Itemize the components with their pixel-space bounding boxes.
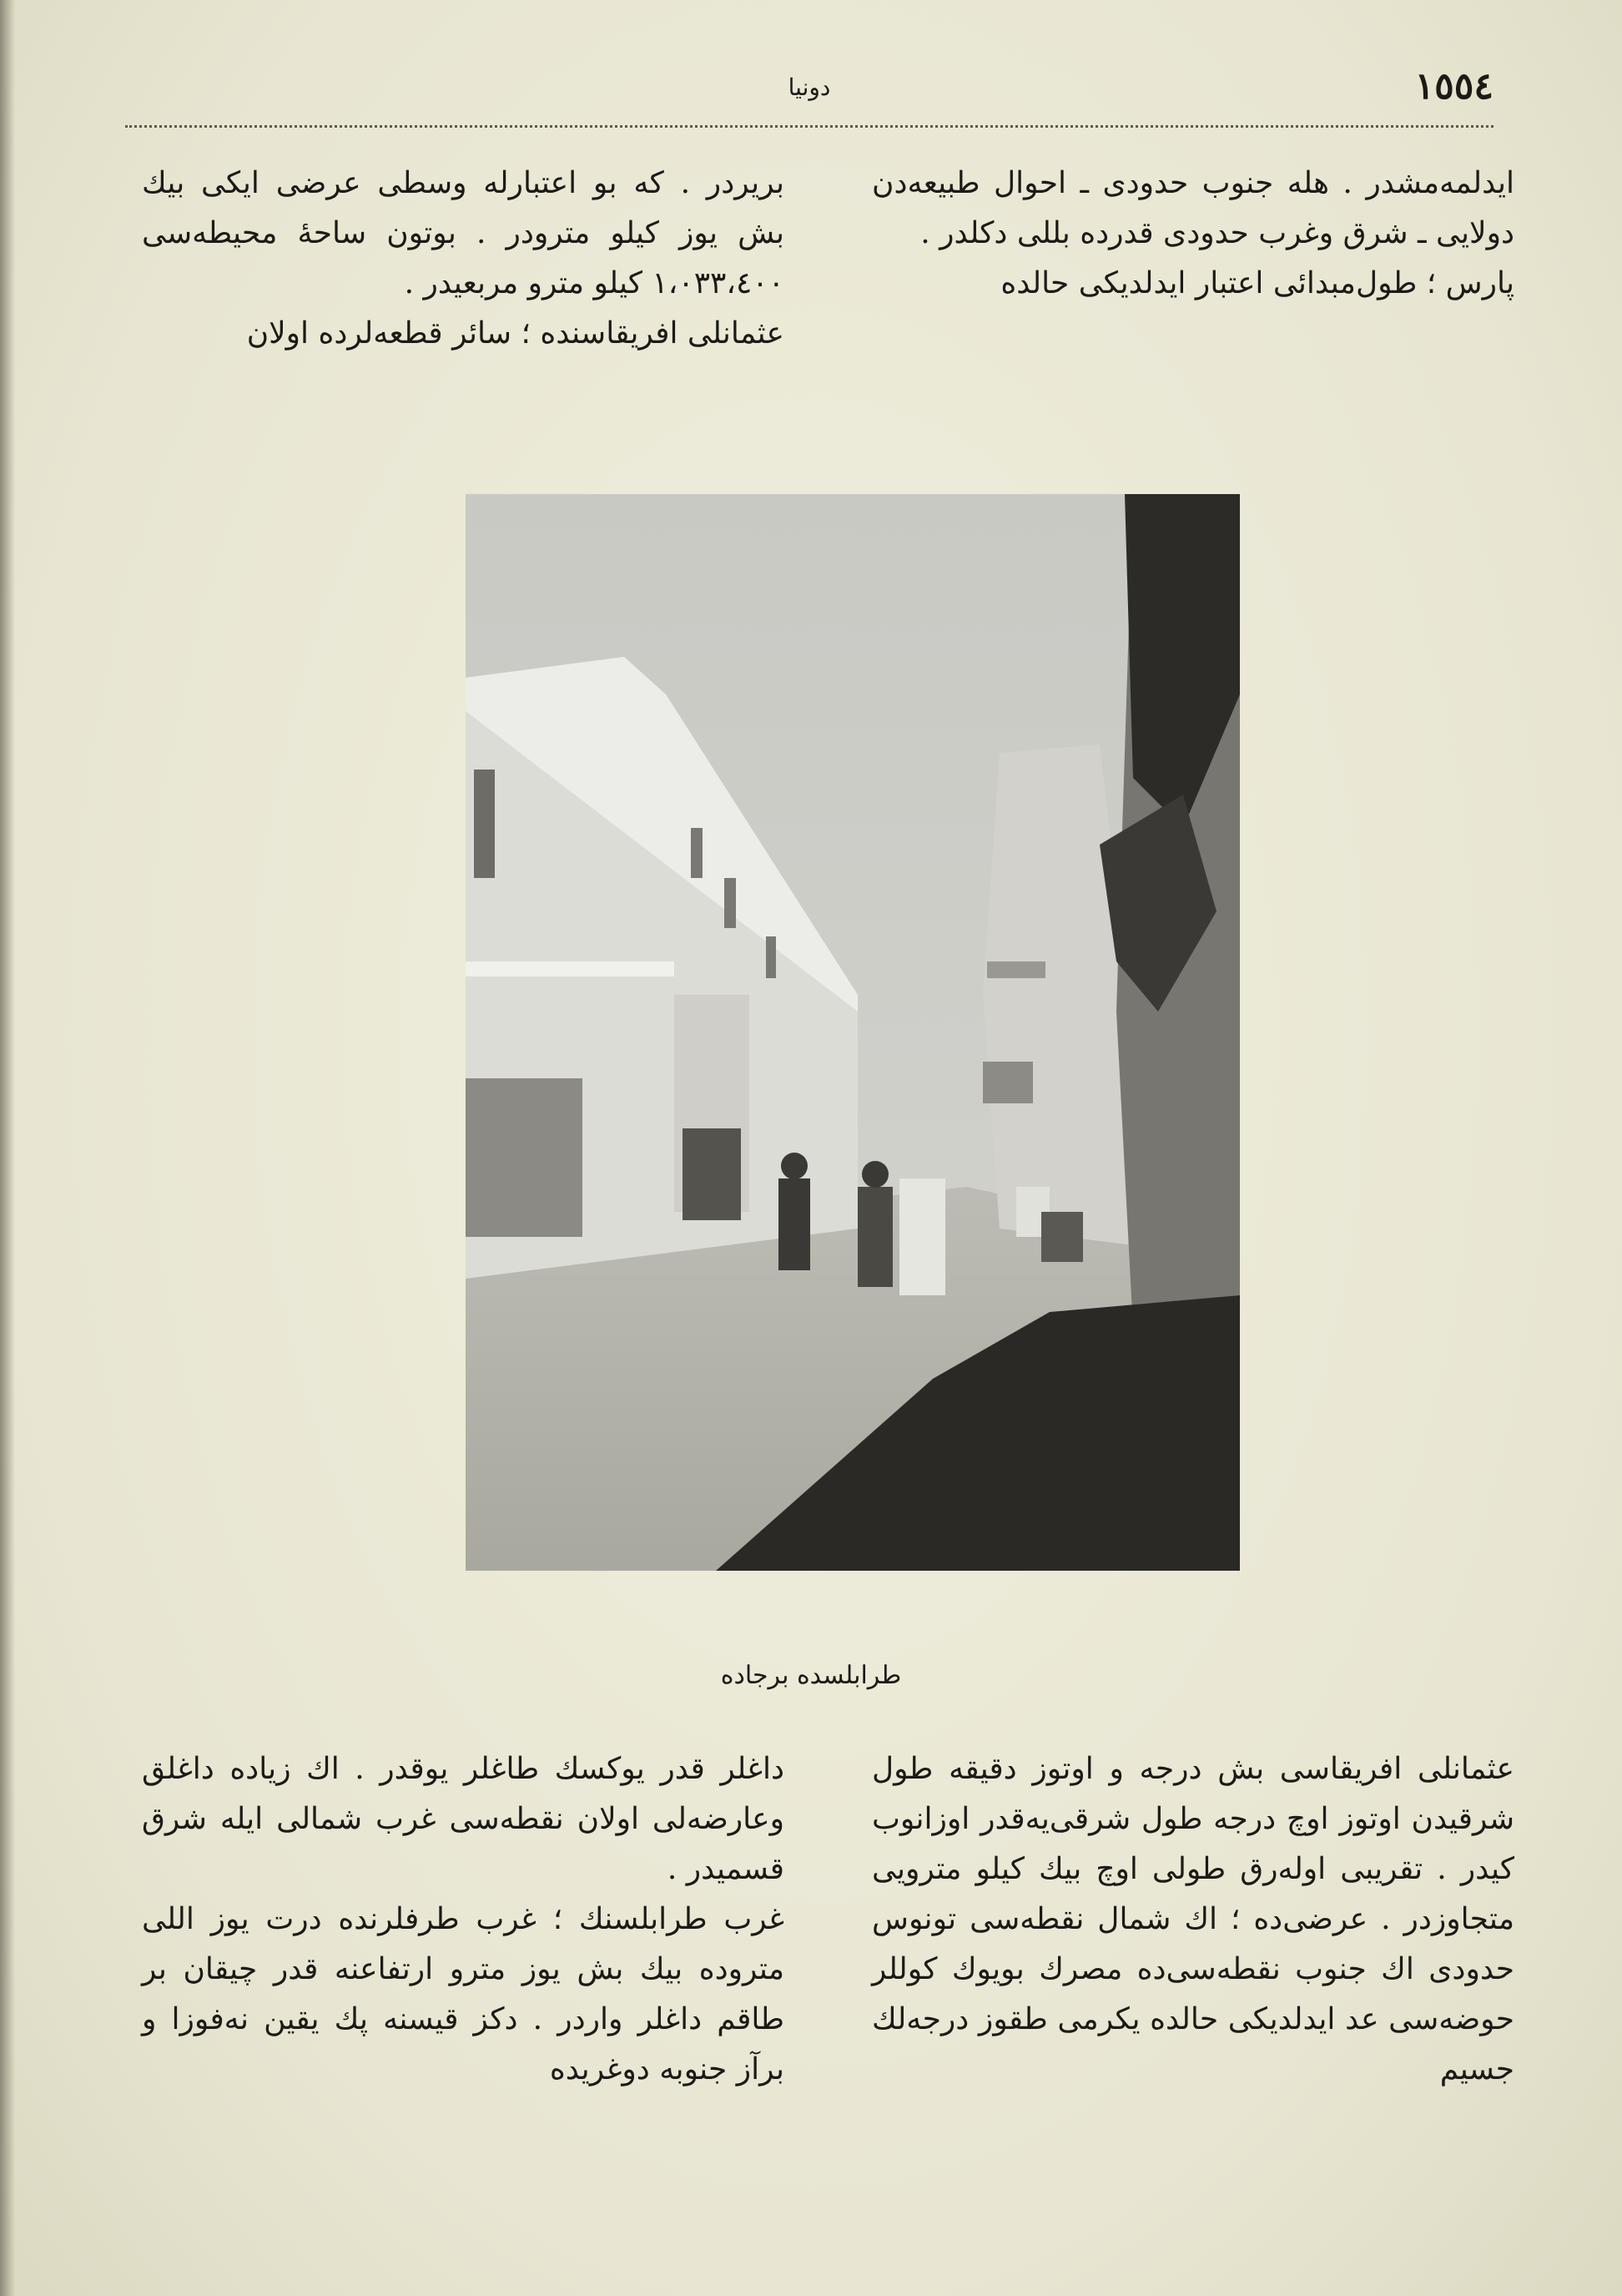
paragraph: پارس ؛ طول‌مبدائی اعتبار ایدلدیکی حالده [1000,266,1514,300]
paragraph: غرب طرابلسنك ؛ غرب طرفلرنده درت یوز اللی متروده بیك بش یوز مترو ارتفاعنه قدر چیقان بر طاقم داغلر واردر . دکز قیسنه پك یقین نه‌فوزا و برآز جنوبه دوغریده [142,1902,784,2087]
page-header [125,65,1494,124]
paragraph: عثمانلی افریقاسنده ؛ سائر قطعه‌لرده اولان [246,316,784,351]
photo-caption: طرابلسده برجاده [720,1661,902,1690]
street-photograph-image [466,494,1240,1571]
paragraph: عثمانلی افریقاسی بش درجه و اوتوز دقیقه طول شرقیدن اوتوز اوچ درجه طول شرقی‌یه‌قدر اوزانوب کیدر . تقریبی اوله‌رق طولی اوچ بیك کیلو مترویی متجاوزدر . عرضی‌ده ؛ اك شمال نقطه‌سی تونوس حدودی اك جنوب نقطه‌سی‌ده مصرك بویوك کوللر حوضه‌سی عد ایدلدیکی حالده یکرمی طقوز درجه‌لك جسیم [872,1752,1514,2087]
running-title: دونیا [788,73,831,101]
bottom-right-column [872,1744,1514,2095]
page-number: ١٥٥٤ [1414,65,1494,108]
page-edge-shadow [0,0,15,2296]
paragraph: داغلر قدر یوکسك طاغلر یوقدر . اك زیاده داغلق وعارضه‌لی اولان نقطه‌سی غرب شمالی ایله شرق قسمیدر . [142,1752,784,1886]
paragraph: بریردر . که بو اعتبارله وسطی عرضی ایکی بیك بش یوز کیلو مترودر . بوتون ساحهٔ محیطه‌سی ١،٠٣٣،٤٠٠ کیلو مترو مربعیدر . [142,166,784,300]
street-photograph [466,494,1240,1571]
paragraph: ایدلمه‌مشدر . هله جنوب حدودی ـ احوال طبیعه‌دن دولایی ـ شرق وغرب حدودی قدرده بللی دکلدر . [872,166,1514,250]
bottom-left-column [142,1744,784,2095]
top-right-column [872,159,1514,309]
top-left-column [142,159,784,359]
header-rule [125,125,1494,128]
